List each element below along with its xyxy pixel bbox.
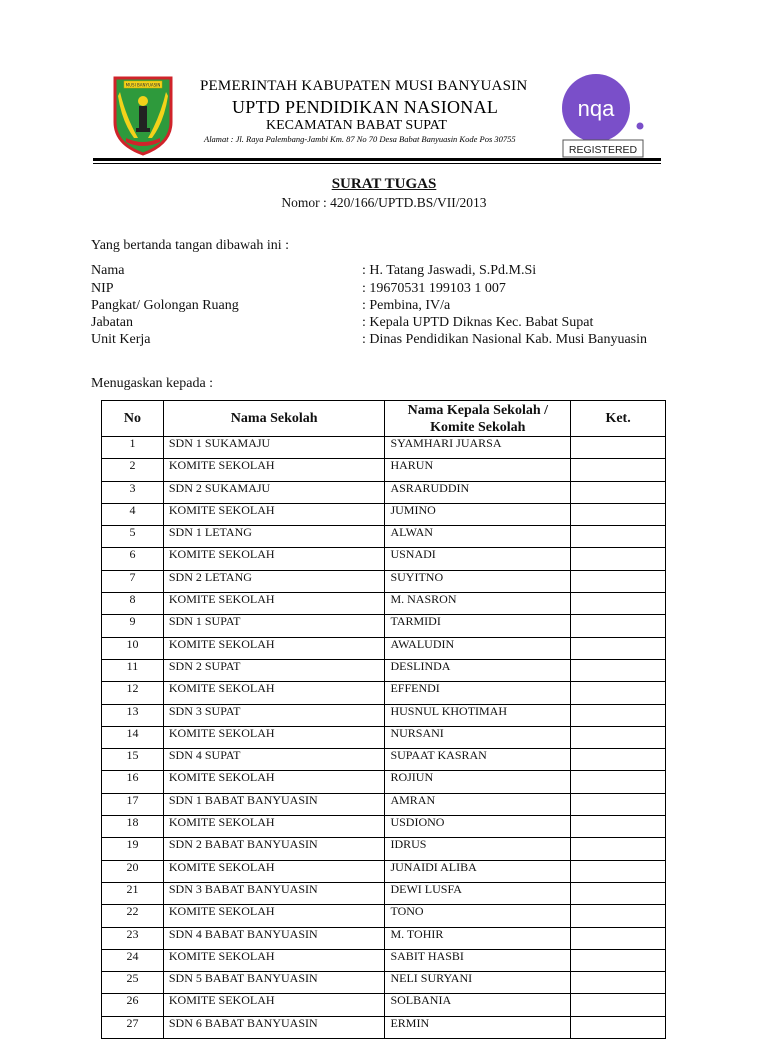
table-row <box>102 481 666 503</box>
row-no: 16 <box>102 771 164 793</box>
row-school: KOMITE SEKOLAH <box>163 459 385 481</box>
row-head: USDIONO <box>385 816 571 838</box>
svg-text:MUSI BANYUASIN: MUSI BANYUASIN <box>125 82 161 88</box>
row-head: ASRARUDDIN <box>385 481 571 503</box>
row-no: 22 <box>102 905 164 927</box>
signer-position-label: Jabatan <box>91 315 133 330</box>
row-ket <box>571 481 666 503</box>
row-no: 6 <box>102 548 164 570</box>
row-ket <box>571 704 666 726</box>
row-school: SDN 6 BABAT BANYUASIN <box>163 1016 385 1038</box>
row-ket <box>571 548 666 570</box>
row-head: NURSANI <box>385 726 571 748</box>
row-head: DESLINDA <box>385 659 571 681</box>
row-head: M. TOHIR <box>385 927 571 949</box>
header-head-line2: Komite Sekolah <box>430 419 526 435</box>
row-head: AMRAN <box>385 793 571 815</box>
intro-text: Yang bertanda tangan dibawah ini : <box>91 238 290 253</box>
signer-rank-value: : Pembina, IV/a <box>362 298 451 313</box>
letterhead-address: Alamat : Jl. Raya Palembang-Jambi Km. 87 No 70 Desa Babat Banyuasin Kode Pos 30755 <box>204 134 516 144</box>
letterhead-divider <box>93 158 661 161</box>
document-title: SURAT TUGAS <box>331 176 437 192</box>
row-ket <box>571 749 666 771</box>
row-head: SYAMHARI JUARSA <box>385 437 571 459</box>
row-ket <box>571 437 666 459</box>
row-head: ERMIN <box>385 1016 571 1038</box>
header-head-line1: Nama Kepala Sekolah / <box>407 402 549 418</box>
row-head: AWALUDIN <box>385 637 571 659</box>
row-school: KOMITE SEKOLAH <box>163 860 385 882</box>
row-head: M. NASRON <box>385 593 571 615</box>
table-row <box>102 860 666 882</box>
table-row <box>102 548 666 570</box>
row-no: 2 <box>102 459 164 481</box>
row-no: 7 <box>102 570 164 592</box>
table-row <box>102 927 666 949</box>
row-head: TONO <box>385 905 571 927</box>
row-no: 27 <box>102 1016 164 1038</box>
row-ket <box>571 726 666 748</box>
row-no: 24 <box>102 949 164 971</box>
row-head: HARUN <box>385 459 571 481</box>
signer-nip-value: : 19670531 199103 1 007 <box>362 281 506 296</box>
row-head: USNADI <box>385 548 571 570</box>
row-ket <box>571 503 666 525</box>
table-row <box>102 503 666 525</box>
table-row <box>102 816 666 838</box>
table-row <box>102 749 666 771</box>
row-ket <box>571 771 666 793</box>
row-school: SDN 2 SUPAT <box>163 659 385 681</box>
row-head: DEWI LUSFA <box>385 882 571 904</box>
row-head: IDRUS <box>385 838 571 860</box>
signer-position-value: : Kepala UPTD Diknas Kec. Babat Supat <box>362 315 594 330</box>
row-school: KOMITE SEKOLAH <box>163 548 385 570</box>
row-no: 11 <box>102 659 164 681</box>
table-row <box>102 682 666 704</box>
table-row <box>102 526 666 548</box>
row-school: SDN 1 SUKAMAJU <box>163 437 385 459</box>
table-row <box>102 615 666 637</box>
row-no: 9 <box>102 615 164 637</box>
table-row <box>102 905 666 927</box>
row-no: 14 <box>102 726 164 748</box>
table-row <box>102 459 666 481</box>
row-ket <box>571 682 666 704</box>
row-head: SUYITNO <box>385 570 571 592</box>
row-no: 17 <box>102 793 164 815</box>
nqa-registered-logo <box>560 72 646 160</box>
row-head: JUNAIDI ALIBA <box>385 860 571 882</box>
letterhead-government: PEMERINTAH KABUPATEN MUSI BANYUASIN <box>200 78 528 94</box>
row-no: 15 <box>102 749 164 771</box>
row-school: KOMITE SEKOLAH <box>163 771 385 793</box>
row-school: SDN 3 BABAT BANYUASIN <box>163 882 385 904</box>
document-number: Nomor : 420/166/UPTD.BS/VII/2013 <box>281 195 487 210</box>
row-ket <box>571 615 666 637</box>
row-head: NELI SURYANI <box>385 972 571 994</box>
row-ket <box>571 459 666 481</box>
table-row <box>102 726 666 748</box>
row-no: 8 <box>102 593 164 615</box>
row-school: KOMITE SEKOLAH <box>163 905 385 927</box>
row-no: 25 <box>102 972 164 994</box>
table-row <box>102 771 666 793</box>
row-head: HUSNUL KHOTIMAH <box>385 704 571 726</box>
table-row <box>102 972 666 994</box>
table-row <box>102 1016 666 1038</box>
row-ket <box>571 972 666 994</box>
row-head: TARMIDI <box>385 615 571 637</box>
table-row <box>102 994 666 1016</box>
row-no: 21 <box>102 882 164 904</box>
row-school: SDN 1 LETANG <box>163 526 385 548</box>
row-school: KOMITE SEKOLAH <box>163 949 385 971</box>
row-ket <box>571 570 666 592</box>
table-row <box>102 437 666 459</box>
header-school: Nama Sekolah <box>163 401 385 437</box>
signer-unit-value: : Dinas Pendidikan Nasional Kab. Musi Banyuasin <box>362 332 648 347</box>
letterhead-district: KECAMATAN BABAT SUPAT <box>266 118 447 133</box>
row-no: 5 <box>102 526 164 548</box>
row-ket <box>571 793 666 815</box>
row-ket <box>571 593 666 615</box>
row-ket <box>571 838 666 860</box>
row-ket <box>571 637 666 659</box>
row-no: 10 <box>102 637 164 659</box>
row-ket <box>571 882 666 904</box>
signer-name-label: Nama <box>91 263 125 278</box>
table-row <box>102 704 666 726</box>
svg-text:REGISTERED: REGISTERED <box>568 144 638 156</box>
row-school: SDN 2 LETANG <box>163 570 385 592</box>
assignment-text: Menugaskan kepada : <box>91 376 214 391</box>
table-row <box>102 949 666 971</box>
row-school: SDN 1 BABAT BANYUASIN <box>163 793 385 815</box>
row-no: 23 <box>102 927 164 949</box>
row-school: SDN 3 SUPAT <box>163 704 385 726</box>
row-school: KOMITE SEKOLAH <box>163 637 385 659</box>
row-school: SDN 1 SUPAT <box>163 615 385 637</box>
table-row <box>102 793 666 815</box>
row-school: KOMITE SEKOLAH <box>163 994 385 1016</box>
row-head: ROJIUN <box>385 771 571 793</box>
row-school: KOMITE SEKOLAH <box>163 682 385 704</box>
row-school: KOMITE SEKOLAH <box>163 593 385 615</box>
row-no: 19 <box>102 838 164 860</box>
table-row <box>102 882 666 904</box>
letterhead-agency: UPTD PENDIDIKAN NASIONAL <box>232 97 499 117</box>
row-no: 13 <box>102 704 164 726</box>
row-head: SABIT HASBI <box>385 949 571 971</box>
row-school: KOMITE SEKOLAH <box>163 726 385 748</box>
row-no: 4 <box>102 503 164 525</box>
table-header-row <box>102 401 666 437</box>
row-no: 12 <box>102 682 164 704</box>
row-no: 3 <box>102 481 164 503</box>
row-head: JUMINO <box>385 503 571 525</box>
signer-name-value: : H. Tatang Jaswadi, S.Pd.M.Si <box>362 263 537 278</box>
header-ket: Ket. <box>571 401 666 437</box>
row-ket <box>571 905 666 927</box>
table-row <box>102 570 666 592</box>
row-ket <box>571 949 666 971</box>
row-head: EFFENDI <box>385 682 571 704</box>
row-ket <box>571 816 666 838</box>
svg-text:nqa: nqa <box>577 96 615 121</box>
signer-unit-label: Unit Kerja <box>91 332 151 347</box>
row-school: KOMITE SEKOLAH <box>163 503 385 525</box>
row-no: 1 <box>102 437 164 459</box>
row-school: SDN 2 BABAT BANYUASIN <box>163 838 385 860</box>
row-ket <box>571 994 666 1016</box>
table-row <box>102 659 666 681</box>
row-ket <box>571 927 666 949</box>
row-school: KOMITE SEKOLAH <box>163 816 385 838</box>
header-head <box>385 401 571 437</box>
table-row <box>102 593 666 615</box>
letterhead-divider-thin <box>93 163 661 164</box>
row-no: 18 <box>102 816 164 838</box>
row-school: SDN 5 BABAT BANYUASIN <box>163 972 385 994</box>
row-ket <box>571 526 666 548</box>
regency-crest-logo <box>110 72 176 156</box>
row-no: 20 <box>102 860 164 882</box>
row-school: SDN 4 SUPAT <box>163 749 385 771</box>
row-no: 26 <box>102 994 164 1016</box>
row-ket <box>571 1016 666 1038</box>
row-school: SDN 4 BABAT BANYUASIN <box>163 927 385 949</box>
row-ket <box>571 860 666 882</box>
table-row <box>102 838 666 860</box>
row-ket <box>571 659 666 681</box>
table-row <box>102 637 666 659</box>
header-no: No <box>102 401 164 437</box>
row-head: SOLBANIA <box>385 994 571 1016</box>
assignment-table <box>101 400 666 1039</box>
row-head: ALWAN <box>385 526 571 548</box>
row-head: SUPAAT KASRAN <box>385 749 571 771</box>
signer-nip-label: NIP <box>91 281 114 296</box>
row-school: SDN 2 SUKAMAJU <box>163 481 385 503</box>
signer-rank-label: Pangkat/ Golongan Ruang <box>91 298 239 313</box>
